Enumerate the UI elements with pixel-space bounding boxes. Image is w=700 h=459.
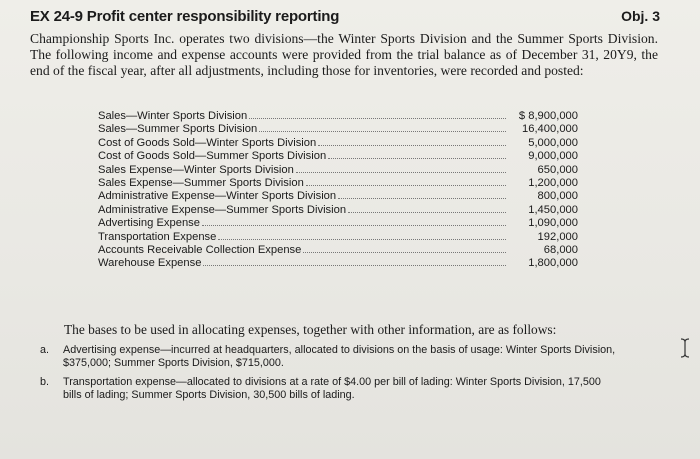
leader-dots (218, 239, 506, 240)
account-name: Cost of Goods Sold—Summer Sports Division (98, 150, 327, 163)
exercise-title: EX 24-9 Profit center responsibility reporting (30, 8, 340, 25)
bases-intro: The bases to be used in allocating expenses, together with other information, are as follows: (64, 322, 557, 337)
account-amount: $ 8,900,000 (518, 110, 578, 122)
account-row (98, 150, 578, 163)
account-amount: 1,200,000 (528, 176, 578, 189)
account-amount: 800,000 (537, 190, 578, 203)
account-amount: 1,800,000 (528, 257, 578, 270)
item-letter: b. (40, 376, 50, 388)
account-name: Warehouse Expense (98, 257, 202, 270)
account-name: Advertising Expense (98, 217, 200, 230)
account-list (98, 110, 578, 271)
leader-dots (338, 198, 506, 199)
exercise-header (30, 8, 660, 28)
account-name: Transportation Expense (98, 230, 217, 243)
account-name: Sales—Winter Sports Division (98, 110, 248, 122)
account-amount: 192,000 (537, 230, 578, 243)
account-name: Administrative Expense—Summer Sports Division (98, 203, 347, 216)
leader-dots (306, 185, 506, 186)
objective-label: Obj. 3 (621, 8, 660, 24)
account-amount: 5,000,000 (528, 136, 578, 149)
leader-dots (318, 145, 506, 146)
account-row (98, 123, 578, 136)
leader-dots (249, 118, 506, 119)
list-item (40, 376, 620, 402)
leader-dots (259, 131, 506, 132)
account-amount: 1,090,000 (528, 217, 578, 230)
item-text: Transportation expense—allocated to divisions at a rate of $4.00 per bill of lading: Winter Sports Division, 17,500 bills of lading; Summer Sports Division, 30,500 bills of lading. (63, 376, 601, 401)
account-amount: 16,400,000 (522, 123, 578, 136)
intro-paragraph: Championship Sports Inc. operates two divisions—the Winter Sports Division and the Summer Sports Division. The following income and expense accounts were provided from the trial balance as of December 31, 20Y9, the end of the fiscal year, after all adjustments, including those for inventories, were recorded and posted: (30, 31, 658, 78)
account-row (98, 204, 578, 217)
account-amount: 9,000,000 (528, 150, 578, 163)
list-item (40, 344, 620, 370)
account-name: Cost of Goods Sold—Winter Sports Division (98, 136, 317, 149)
account-name: Sales—Summer Sports Division (98, 123, 258, 136)
account-name: Sales Expense—Summer Sports Division (98, 176, 304, 189)
bases-list (40, 344, 620, 408)
leader-dots (303, 252, 506, 253)
text-cursor-icon (680, 338, 690, 358)
leader-dots (296, 172, 506, 173)
account-amount: 68,000 (543, 243, 578, 256)
account-row (98, 137, 578, 150)
account-row (98, 231, 578, 244)
account-name: Accounts Receivable Collection Expense (98, 243, 302, 256)
account-row (98, 164, 578, 177)
account-row (98, 244, 578, 257)
account-amount: 1,450,000 (528, 203, 578, 216)
account-amount: 650,000 (537, 163, 578, 176)
account-name: Administrative Expense—Winter Sports Division (98, 190, 337, 203)
leader-dots (328, 158, 506, 159)
item-letter: a. (40, 344, 50, 356)
account-name: Sales Expense—Winter Sports Division (98, 163, 294, 176)
item-text: Advertising expense—incurred at headquarters, allocated to divisions on the basis of usage: Winter Sports Division, $375,000; Summer Sports Division, $715,000. (63, 344, 616, 369)
account-row (98, 177, 578, 190)
account-row (98, 190, 578, 203)
account-row (98, 110, 578, 123)
account-row (98, 217, 578, 230)
leader-dots (203, 265, 506, 266)
leader-dots (348, 212, 506, 213)
account-row (98, 257, 578, 270)
leader-dots (202, 225, 506, 226)
